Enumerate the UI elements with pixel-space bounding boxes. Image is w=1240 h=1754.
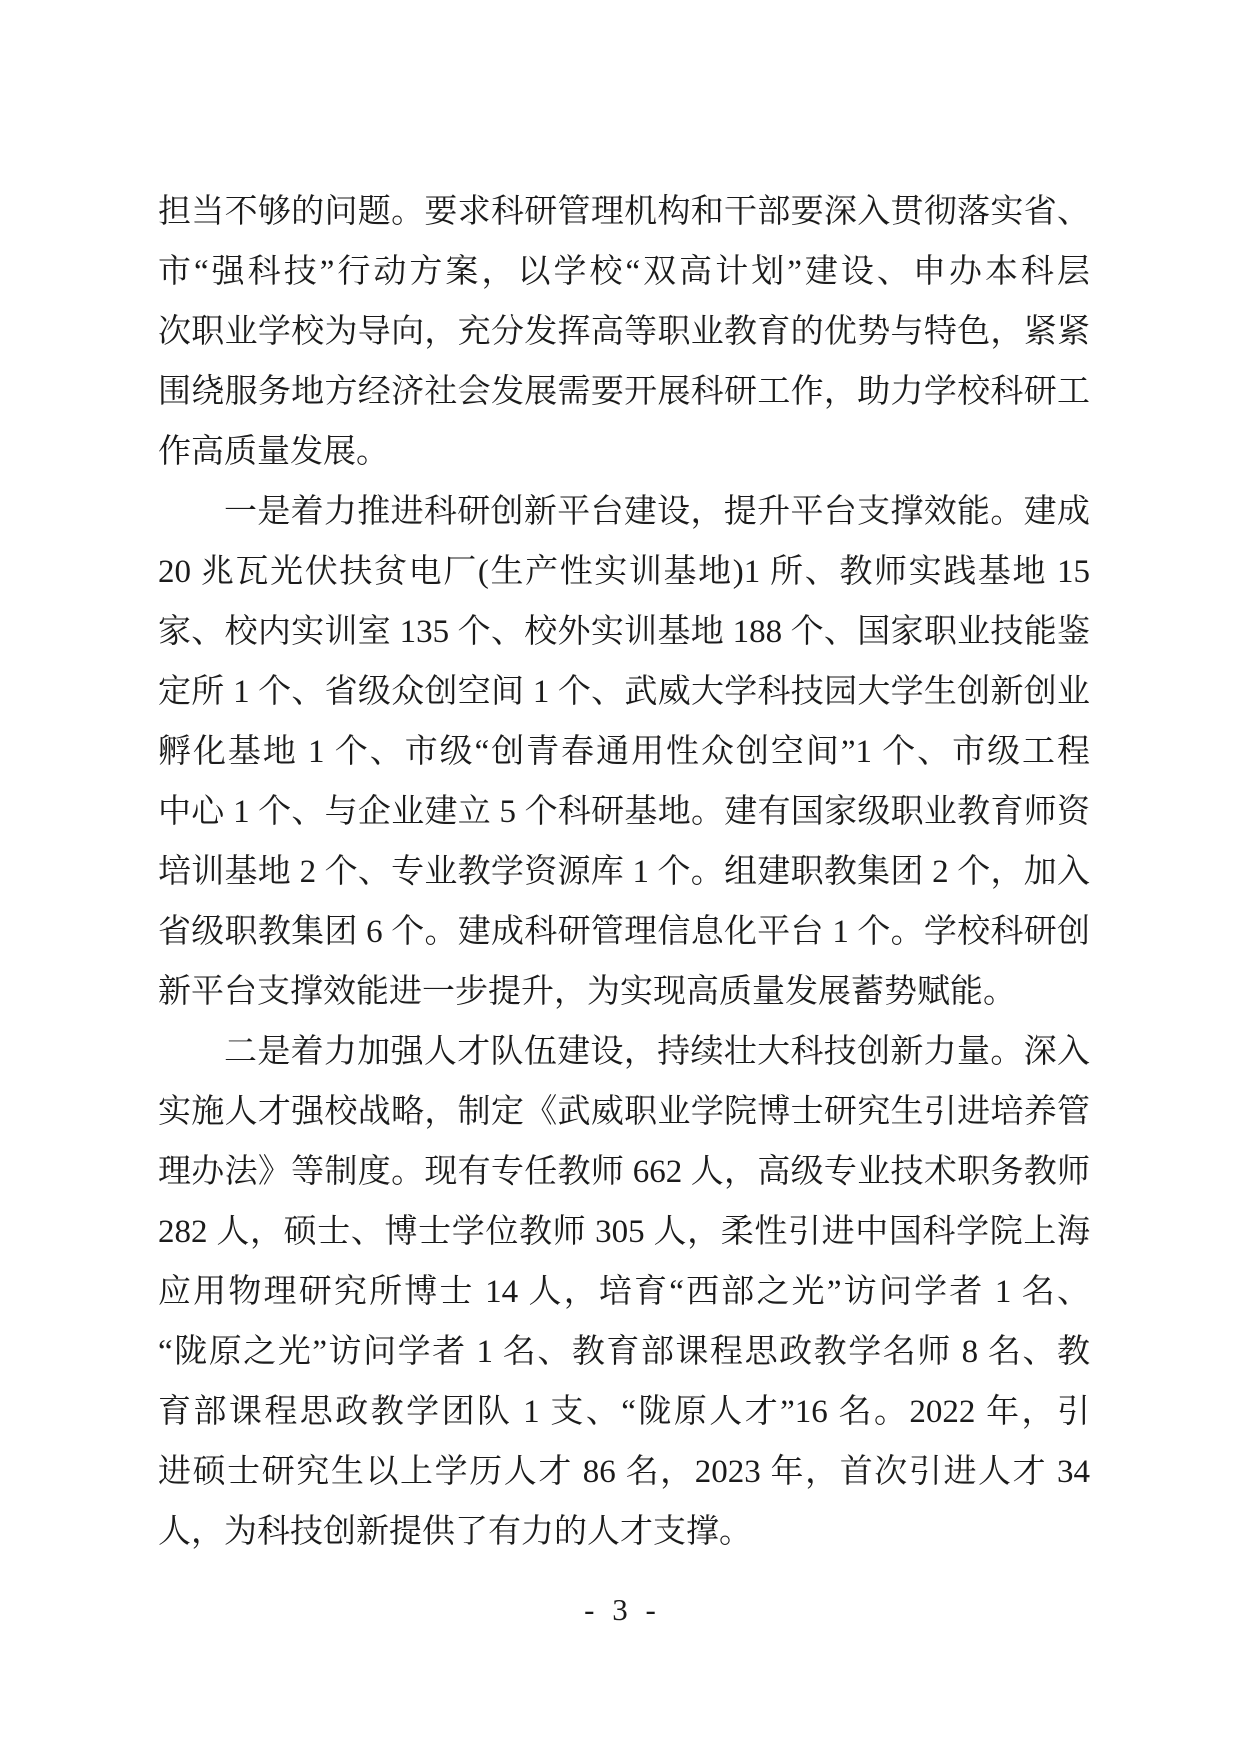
text-line: 家、校内实训室 135 个、校外实训基地 188 个、国家职业技能鉴 xyxy=(158,614,1090,650)
paragraph-continuation xyxy=(158,182,1090,482)
text-line: 应用物理研究所博士 14 人，培育“西部之光”访问学者 1 名、 xyxy=(158,1274,1090,1310)
text-line: 二是着力加强人才队伍建设，持续壮大科技创新力量。深入 xyxy=(224,1034,1090,1070)
text-line: 实施人才强校战略，制定《武威职业学院博士研究生引进培养管 xyxy=(158,1094,1090,1130)
text-line: 一是着力推进科研创新平台建设，提升平台支撑效能。建成 xyxy=(224,494,1090,530)
text-line: 培训基地 2 个、专业教学资源库 1 个。组建职教集团 2 个，加入 xyxy=(158,854,1090,890)
text-line: 育部课程思政教学团队 1 支、“陇原人才”16 名。2022 年，引 xyxy=(158,1394,1090,1430)
text-line: 人，为科技创新提供了有力的人才支撑。 xyxy=(158,1514,752,1550)
text-line: 20 兆瓦光伏扶贫电厂(生产性实训基地)1 所、教师实践基地 15 xyxy=(158,554,1090,590)
text-line: 孵化基地 1 个、市级“创青春通用性众创空间”1 个、市级工程 xyxy=(158,734,1090,770)
text-line: 围绕服务地方经济社会发展需要开展科研工作，助力学校科研工 xyxy=(158,374,1090,410)
text-line: 中心 1 个、与企业建立 5 个科研基地。建有国家级职业教育师资 xyxy=(158,794,1090,830)
text-line: 作高质量发展。 xyxy=(158,434,389,470)
text-line: 新平台支撑效能进一步提升，为实现高质量发展蓄势赋能。 xyxy=(158,974,1016,1010)
text-line: 282 人，硕士、博士学位教师 305 人，柔性引进中国科学院上海 xyxy=(158,1214,1090,1250)
text-line: 进硕士研究生以上学历人才 86 名，2023 年，首次引进人才 34 xyxy=(158,1454,1090,1490)
paragraph-talent-team xyxy=(158,1022,1090,1562)
text-line: 理办法》等制度。现有专任教师 662 人，高级专业技术职务教师 xyxy=(158,1154,1090,1190)
text-line: 市“强科技”行动方案，以学校“双高计划”建设、申办本科层 xyxy=(158,254,1090,290)
text-line: 次职业学校为导向，充分发挥高等职业教育的优势与特色，紧紧 xyxy=(158,314,1090,350)
document-body xyxy=(158,182,1090,1562)
paragraph-platform-building xyxy=(158,482,1090,1022)
page-number: - 3 - xyxy=(584,1592,656,1627)
text-line: 担当不够的问题。要求科研管理机构和干部要深入贯彻落实省、 xyxy=(158,194,1090,230)
text-line: “陇原之光”访问学者 1 名、教育部课程思政教学名师 8 名、教 xyxy=(158,1334,1090,1370)
text-line: 省级职教集团 6 个。建成科研管理信息化平台 1 个。学校科研创 xyxy=(158,914,1090,950)
text-line: 定所 1 个、省级众创空间 1 个、武威大学科技园大学生创新创业 xyxy=(158,674,1090,710)
